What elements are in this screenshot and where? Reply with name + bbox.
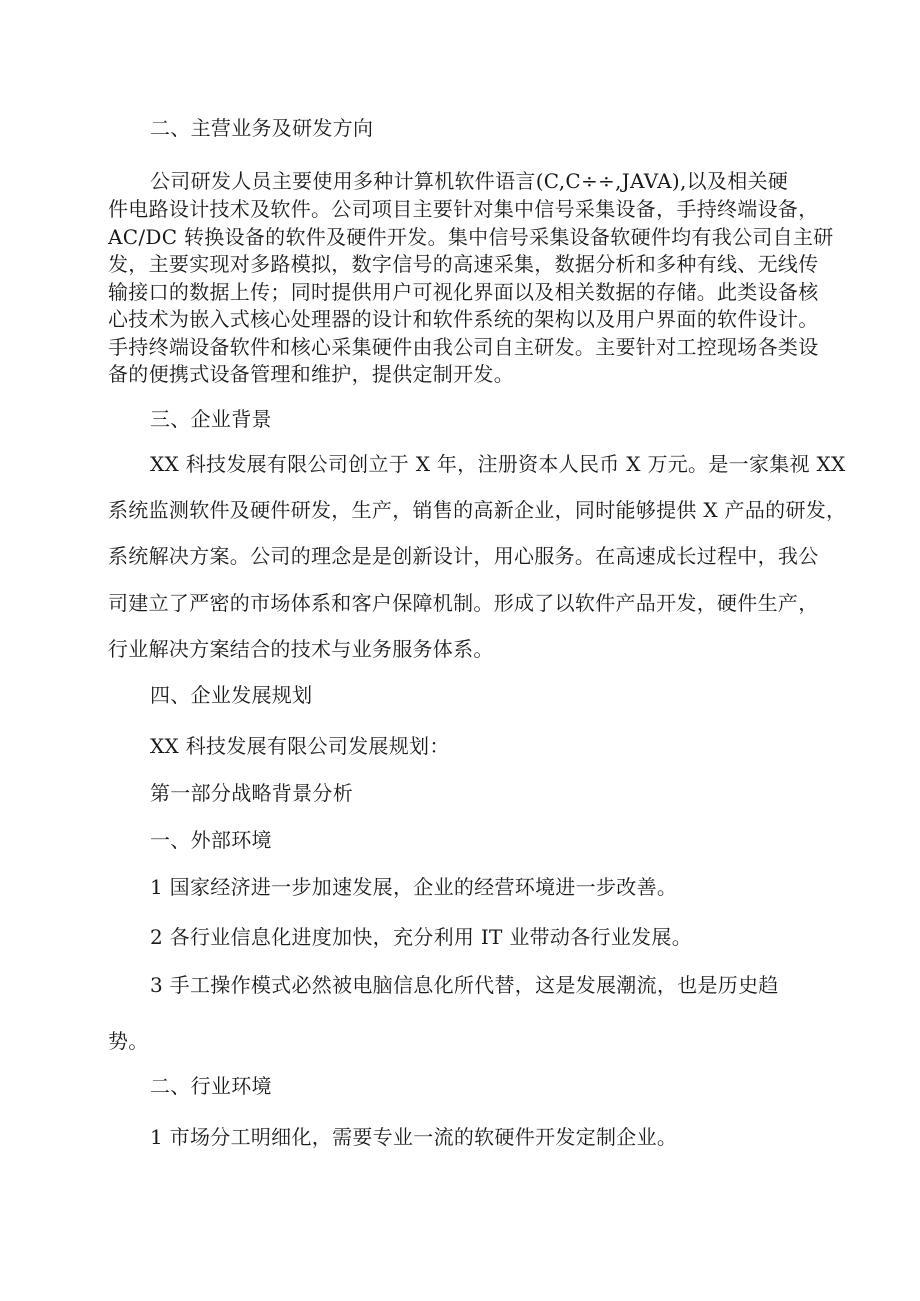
paragraph-line: 司建立了严密的市场体系和客户保障机制。形成了以软件产品开发，硬件生产， xyxy=(108,591,819,615)
paragraph-line: 公司研发人员主要使用多种计算机软件语言(C,C÷÷,JAVA),以及相关硬 xyxy=(150,169,789,193)
section-heading-main-business: 二、主营业务及研发方向 xyxy=(150,116,374,140)
section-heading-development-plan: 四、企业发展规划 xyxy=(150,683,313,707)
list-item: 3 手工操作模式必然被电脑信息化所代替，这是发展潮流，也是历史趋 xyxy=(150,973,779,997)
paragraph-line: 输接口的数据上传；同时提供用户可视化界面以及相关数据的存储。此类设备核 xyxy=(108,280,819,304)
paragraph-line: 心技术为嵌入式核心处理器的设计和软件系统的架构以及用户界面的软件设计。 xyxy=(108,307,819,331)
paragraph-line: XX 科技发展有限公司创立于 X 年，注册资本人民币 X 万元。是一家集视 XX xyxy=(150,452,846,476)
paragraph-line: 手持终端设备软件和核心采集硬件由我公司自主研发。主要针对工控现场各类设 xyxy=(108,335,819,359)
paragraph-line: 件电路设计技术及软件。公司项目主要针对集中信号采集设备，手持终端设备， xyxy=(108,197,819,221)
paragraph-line: 系统监测软件及硬件研发，生产，销售的高新企业，同时能够提供 X 产品的研发， xyxy=(108,498,847,522)
paragraph-line: AC/DC 转换设备的软件及硬件开发。集中信号采集设备软硬件均有我公司自主研 xyxy=(108,225,834,249)
paragraph-line: 行业解决方案结合的技术与业务服务体系。 xyxy=(108,637,494,661)
list-item: 1 国家经济进一步加速发展，企业的经营环境进一步改善。 xyxy=(150,875,678,899)
paragraph-line: XX 科技发展有限公司发展规划： xyxy=(150,734,450,758)
paragraph-line: 系统解决方案。公司的理念是是创新设计，用心服务。在高速成长过程中，我公 xyxy=(108,544,819,568)
list-item: 1 市场分工明细化，需要专业一流的软硬件开发定制企业。 xyxy=(150,1125,678,1149)
paragraph-line: 备的便携式设备管理和维护，提供定制开发。 xyxy=(108,362,514,386)
paragraph-line: 发，主要实现对多路模拟，数字信号的高速采集，数据分析和多种有线、无线传 xyxy=(108,252,819,276)
subheading-industry-environment: 二、行业环境 xyxy=(150,1074,272,1098)
list-item-continuation: 势。 xyxy=(108,1029,149,1053)
subheading-part-one: 第一部分战略背景分析 xyxy=(150,781,353,805)
section-heading-background: 三、企业背景 xyxy=(150,407,272,431)
subheading-external-environment: 一、外部环境 xyxy=(150,828,272,852)
list-item: 2 各行业信息化进度加快，充分利用 IT 业带动各行业发展。 xyxy=(150,925,693,949)
